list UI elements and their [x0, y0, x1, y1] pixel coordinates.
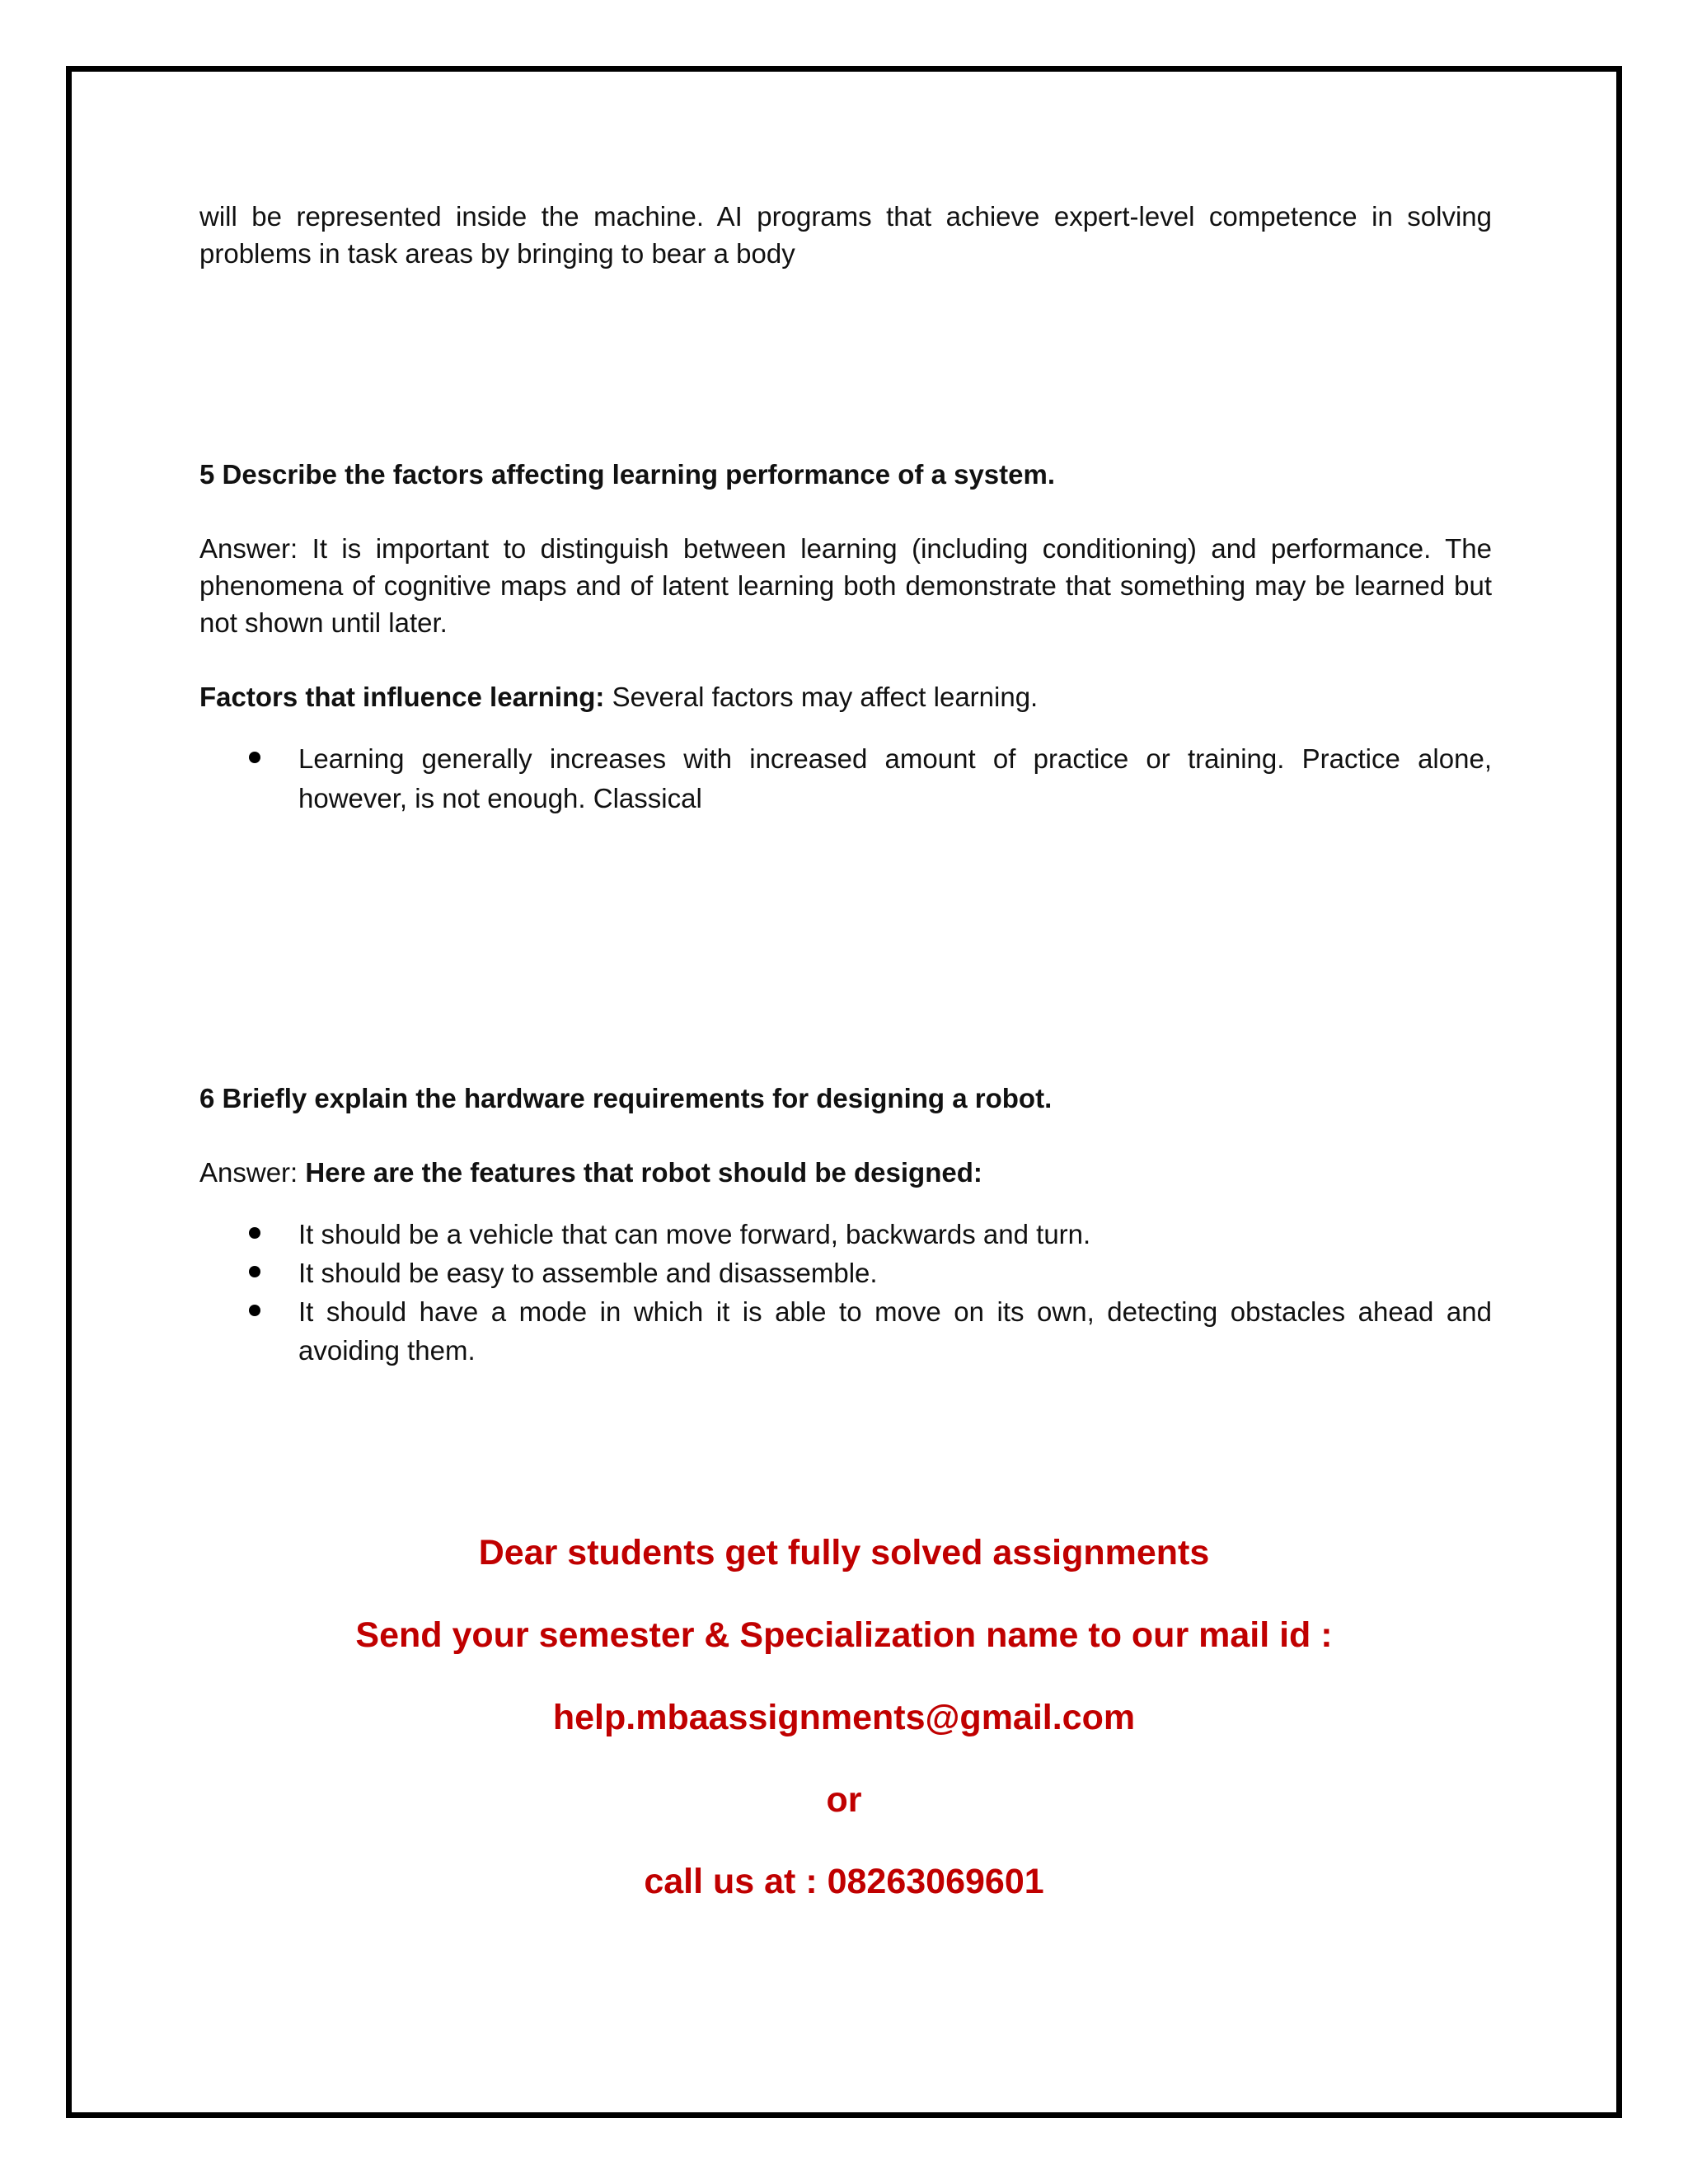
question-6-heading: 6 Briefly explain the hardware requirements for designing a robot.: [199, 1083, 1053, 1113]
intro-paragraph: will be represented inside the machine. AI programs that achieve expert-level competence in solving problems in task areas by bringing to bear a body: [199, 201, 1492, 269]
promo-line-1: Dear students get fully solved assignments: [478, 1533, 1210, 1572]
intro-section: [199, 198, 1492, 272]
list-item: Learning generally increases with increased amount of practice or training. Practice alone, however, is not enough. Classical: [199, 739, 1492, 818]
question-6-answer: [199, 1154, 1492, 1191]
factors-text: Several factors may affect learning.: [604, 682, 1039, 712]
question-5-section: [199, 456, 1492, 818]
question-6-section: [199, 1080, 1492, 1370]
question-5-answer: Answer: It is important to distinguish between learning (including conditioning) and performance. The phenomena of cognitive maps and of latent learning both demonstrate that something may be learned but not shown until later.: [199, 533, 1492, 638]
list-item: It should have a mode in which it is able to move on its own, detecting obstacles ahead and avoiding them.: [199, 1292, 1492, 1370]
factors-label: Factors that influence learning:: [199, 682, 605, 712]
bullet-icon: [249, 1305, 260, 1316]
bullet-icon: [249, 1266, 260, 1277]
features-list: [199, 1215, 1492, 1370]
factors-paragraph: [199, 678, 1492, 715]
promo-email: help.mbaassignments@gmail.com: [552, 1698, 1136, 1737]
bullet-icon: [249, 1227, 260, 1239]
promo-line-2: Send your semester & Specialization name to our mail id :: [355, 1615, 1333, 1655]
answer-bold-text: Here are the features that robot should be designed:: [305, 1157, 982, 1188]
list-item: It should be a vehicle that can move forward, backwards and turn.: [199, 1215, 1492, 1254]
promo-or: or: [826, 1780, 862, 1820]
list-item: It should be easy to assemble and disassemble.: [199, 1254, 1492, 1292]
answer-prefix: Answer:: [199, 1157, 306, 1188]
factors-list: [199, 739, 1492, 818]
bullet-icon: [249, 752, 260, 763]
question-5-heading: 5 Describe the factors affecting learning performance of a system.: [199, 459, 1056, 490]
promo-phone: call us at : 08263069601: [644, 1862, 1044, 1901]
